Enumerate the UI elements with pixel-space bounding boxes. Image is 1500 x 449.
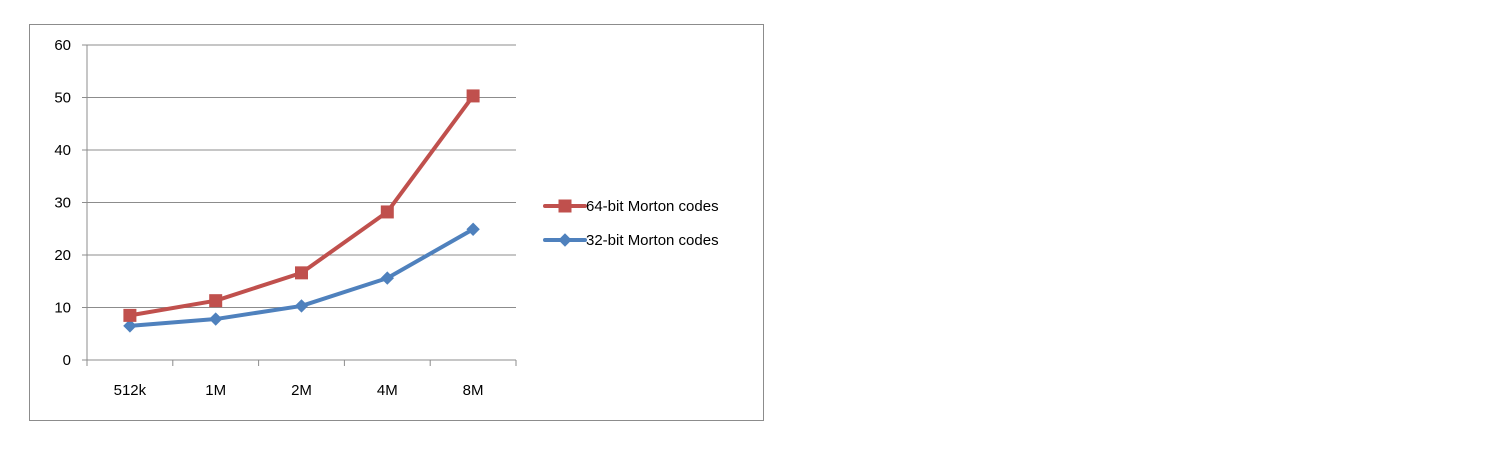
y-tick-label: 40: [54, 142, 71, 159]
x-tick-label: 2M: [291, 382, 312, 399]
legend-label: 64-bit Morton codes: [586, 198, 719, 215]
series-line: [130, 96, 473, 315]
x-tick-label: 4M: [376, 382, 398, 399]
axes: [82, 45, 516, 366]
data-series: [124, 90, 479, 332]
legend-item: [545, 198, 719, 215]
y-tick-label: 10: [54, 299, 71, 317]
data-point: [296, 300, 308, 312]
legend: [545, 198, 719, 249]
x-tick-label: 8M: [462, 382, 484, 399]
y-tick-label: 50: [54, 89, 71, 107]
legend-item: [545, 232, 719, 249]
data-point: [210, 295, 222, 307]
legend-label: 32-bit Morton codes: [586, 232, 719, 249]
data-point: [296, 267, 308, 279]
data-point: [124, 309, 136, 321]
y-tick-label: 0: [62, 352, 71, 369]
legend-marker: [559, 234, 571, 246]
data-point: [210, 313, 222, 325]
y-tick-label: 60: [54, 37, 71, 54]
x-tick-label: 1M: [205, 382, 227, 399]
x-axis-tick-labels: [114, 382, 484, 399]
y-tick-label: 20: [54, 247, 71, 264]
data-point: [467, 90, 479, 102]
y-axis-tick-labels: [54, 37, 71, 369]
data-point: [381, 206, 393, 218]
x-tick-label: 512k: [113, 382, 147, 399]
y-tick-label: 30: [54, 194, 71, 212]
series-64-bit-morton-codes: [124, 90, 479, 321]
legend-marker: [559, 200, 571, 212]
